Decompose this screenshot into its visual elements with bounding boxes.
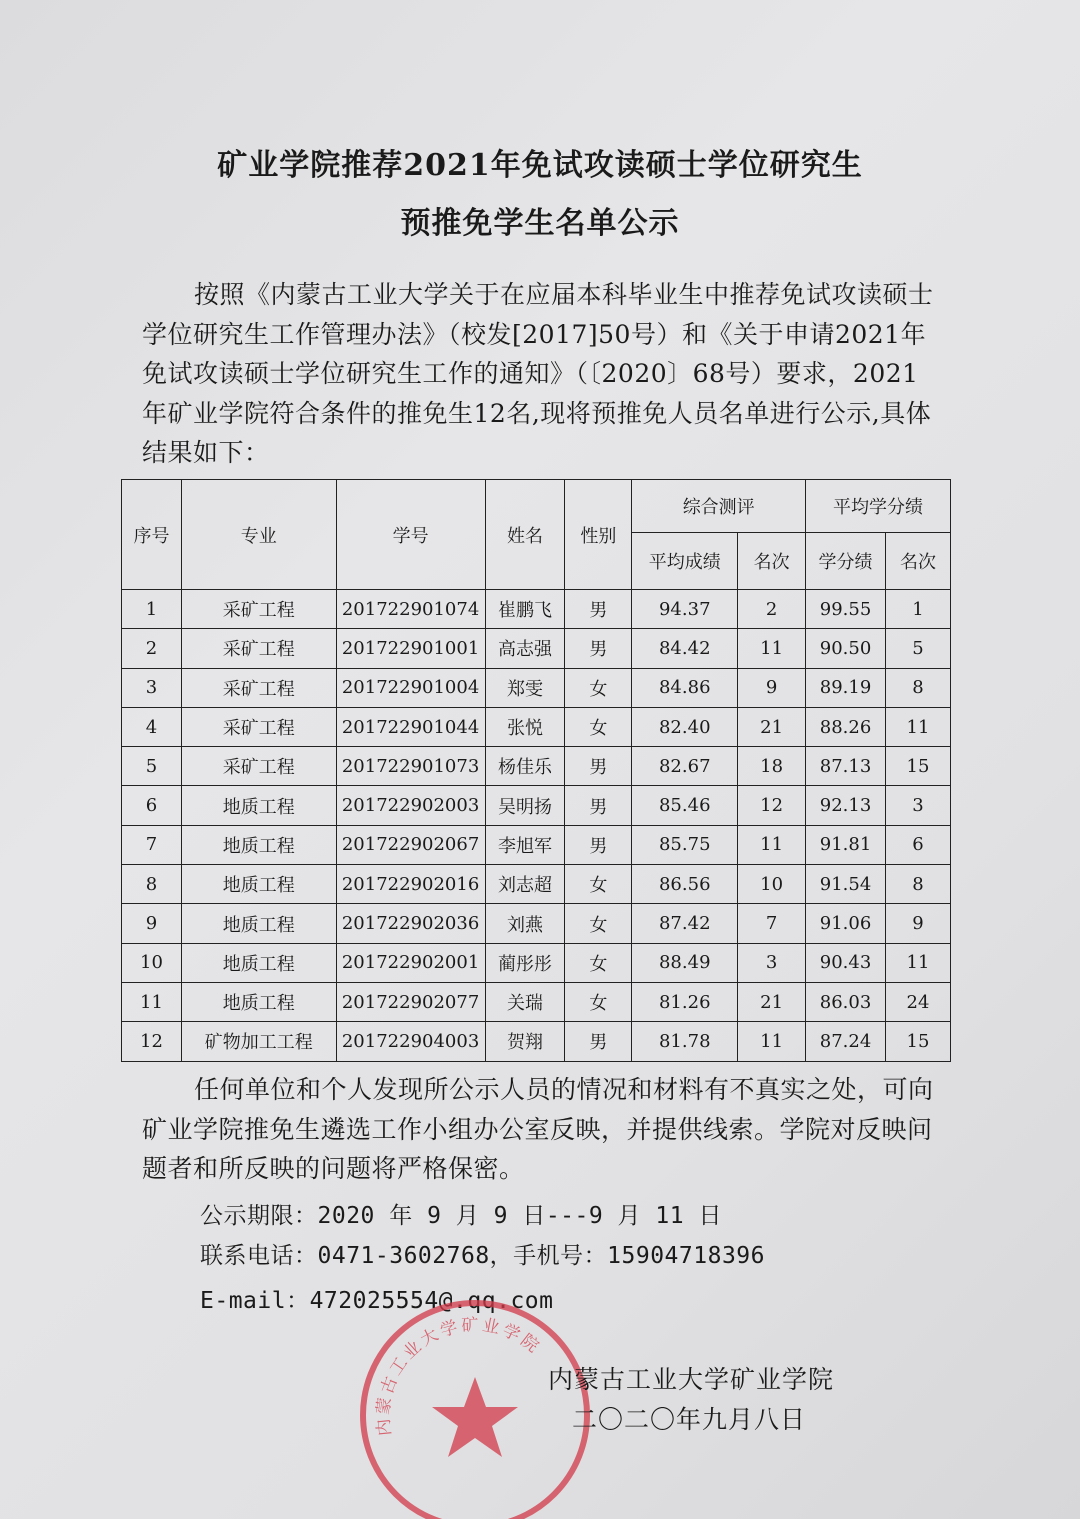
cell-seq: 1 <box>122 590 182 629</box>
header-student-id: 学号 <box>336 480 485 590</box>
cell-rank: 2 <box>738 590 806 629</box>
contact-email: E-mail：472025554@.qq.com <box>200 1288 554 1314</box>
cell-gender: 男 <box>565 1022 632 1061</box>
document-title-line1: 矿业学院推荐2021年免试攻读硕士学位研究生 <box>217 148 863 183</box>
table-row <box>122 943 951 982</box>
cell-gender: 女 <box>565 865 632 904</box>
header-gpa-group: 平均学分绩 <box>806 480 951 533</box>
cell-seq: 8 <box>122 865 182 904</box>
cell-major: 矿物加工工程 <box>181 1022 336 1061</box>
signature-organization: 内蒙古工业大学矿业学院 <box>548 1365 835 1394</box>
cell-name: 杨佳乐 <box>485 747 565 786</box>
cell-gender: 男 <box>565 629 632 668</box>
table-row <box>122 904 951 943</box>
table-row <box>122 982 951 1021</box>
cell-gpa-rank: 24 <box>886 982 951 1021</box>
cell-avg-score: 85.75 <box>632 825 738 864</box>
cell-student-id: 201722902036 <box>336 904 485 943</box>
cell-gpa: 89.19 <box>806 668 886 707</box>
cell-rank: 21 <box>738 707 806 746</box>
cell-rank: 3 <box>738 943 806 982</box>
official-seal-icon <box>355 1295 595 1519</box>
table-row <box>122 1022 951 1061</box>
intro-text: 按照《内蒙古工业大学关于在应届本科毕业生中推荐免试攻读硕士学位研究生工作管理办法》（校发[2017]50号）和《关于申请2021年免试攻读硕士学位研究生工作的通知》（〔2020〕68号）要求，2021年矿业学院符合条件的推免生12名,现将预推免人员名单进行公示,具体结果如下： <box>142 280 934 467</box>
cell-avg-score: 82.40 <box>632 707 738 746</box>
cell-seq: 9 <box>122 904 182 943</box>
cell-major: 采矿工程 <box>181 707 336 746</box>
cell-major: 地质工程 <box>181 943 336 982</box>
cell-gpa: 88.26 <box>806 707 886 746</box>
cell-gpa: 86.03 <box>806 982 886 1021</box>
results-table <box>121 479 951 1062</box>
cell-major: 地质工程 <box>181 825 336 864</box>
cell-seq: 4 <box>122 707 182 746</box>
publicity-period: 公示期限：2020 年 9 月 9 日---9 月 11 日 <box>200 1203 722 1229</box>
cell-name: 蔺彤彤 <box>485 943 565 982</box>
cell-gender: 女 <box>565 982 632 1021</box>
table-row <box>122 707 951 746</box>
cell-avg-score: 85.46 <box>632 786 738 825</box>
header-gender: 性别 <box>565 480 632 590</box>
notice-text: 任何单位和个人发现所公示人员的情况和材料有不真实之处，可向矿业学院推免生遴选工作小组办公室反映，并提供线索。学院对反映问题者和所反映的问题将严格保密。 <box>142 1075 934 1183</box>
cell-rank: 11 <box>738 629 806 668</box>
cell-student-id: 201722902003 <box>336 786 485 825</box>
notice-paragraph <box>142 1070 942 1189</box>
cell-gpa: 87.24 <box>806 1022 886 1061</box>
seal-text: 内蒙古工业大学矿业学院 <box>373 1315 545 1437</box>
cell-seq: 6 <box>122 786 182 825</box>
cell-gpa-rank: 5 <box>886 629 951 668</box>
cell-student-id: 201722901004 <box>336 668 485 707</box>
cell-rank: 10 <box>738 865 806 904</box>
cell-gpa-rank: 11 <box>886 707 951 746</box>
cell-major: 采矿工程 <box>181 590 336 629</box>
header-major: 专业 <box>181 480 336 590</box>
document-title-line2: 预推免学生名单公示 <box>400 206 680 241</box>
cell-name: 刘志超 <box>485 865 565 904</box>
cell-gpa: 92.13 <box>806 786 886 825</box>
contact-phone: 联系电话：0471-3602768，手机号：15904718396 <box>200 1243 765 1269</box>
table-row <box>122 629 951 668</box>
cell-rank: 21 <box>738 982 806 1021</box>
cell-major: 地质工程 <box>181 786 336 825</box>
cell-seq: 12 <box>122 1022 182 1061</box>
cell-major: 采矿工程 <box>181 747 336 786</box>
cell-gpa-rank: 11 <box>886 943 951 982</box>
header-composite-group: 综合测评 <box>632 480 806 533</box>
cell-student-id: 201722902067 <box>336 825 485 864</box>
header-name: 姓名 <box>485 480 565 590</box>
cell-gpa: 90.43 <box>806 943 886 982</box>
cell-name: 高志强 <box>485 629 565 668</box>
cell-student-id: 201722901073 <box>336 747 485 786</box>
cell-rank: 11 <box>738 825 806 864</box>
cell-student-id: 201722902077 <box>336 982 485 1021</box>
header-avg-score: 平均成绩 <box>632 533 738 590</box>
cell-major: 采矿工程 <box>181 668 336 707</box>
cell-gender: 男 <box>565 590 632 629</box>
header-gpa-rank: 名次 <box>886 533 951 590</box>
cell-name: 关瑞 <box>485 982 565 1021</box>
cell-gender: 男 <box>565 825 632 864</box>
cell-avg-score: 81.26 <box>632 982 738 1021</box>
cell-gender: 女 <box>565 943 632 982</box>
cell-major: 地质工程 <box>181 904 336 943</box>
cell-gender: 男 <box>565 747 632 786</box>
table-body <box>122 590 951 1062</box>
cell-avg-score: 84.42 <box>632 629 738 668</box>
cell-seq: 2 <box>122 629 182 668</box>
header-seq: 序号 <box>122 480 182 590</box>
cell-rank: 12 <box>738 786 806 825</box>
cell-name: 郑雯 <box>485 668 565 707</box>
cell-avg-score: 94.37 <box>632 590 738 629</box>
cell-avg-score: 82.67 <box>632 747 738 786</box>
cell-seq: 3 <box>122 668 182 707</box>
cell-name: 张悦 <box>485 707 565 746</box>
cell-gpa: 87.13 <box>806 747 886 786</box>
cell-gpa: 90.50 <box>806 629 886 668</box>
table-row <box>122 590 951 629</box>
cell-gender: 男 <box>565 786 632 825</box>
cell-name: 崔鹏飞 <box>485 590 565 629</box>
cell-major: 地质工程 <box>181 982 336 1021</box>
cell-name: 吴明扬 <box>485 786 565 825</box>
cell-gpa: 91.54 <box>806 865 886 904</box>
cell-gpa-rank: 8 <box>886 865 951 904</box>
cell-gpa-rank: 9 <box>886 904 951 943</box>
table-row <box>122 786 951 825</box>
cell-seq: 11 <box>122 982 182 1021</box>
cell-gpa-rank: 6 <box>886 825 951 864</box>
cell-name: 刘燕 <box>485 904 565 943</box>
table-row <box>122 668 951 707</box>
cell-rank: 11 <box>738 1022 806 1061</box>
signature-date: 二〇二〇年九月八日 <box>572 1405 807 1434</box>
cell-name: 贺翔 <box>485 1022 565 1061</box>
cell-gpa-rank: 15 <box>886 747 951 786</box>
cell-major: 采矿工程 <box>181 629 336 668</box>
cell-gpa-rank: 3 <box>886 786 951 825</box>
cell-major: 地质工程 <box>181 865 336 904</box>
cell-student-id: 201722901074 <box>336 590 485 629</box>
header-rank: 名次 <box>738 533 806 590</box>
cell-seq: 10 <box>122 943 182 982</box>
cell-student-id: 201722904003 <box>336 1022 485 1061</box>
cell-avg-score: 81.78 <box>632 1022 738 1061</box>
cell-gender: 女 <box>565 904 632 943</box>
cell-student-id: 201722902001 <box>336 943 485 982</box>
table-row <box>122 865 951 904</box>
cell-student-id: 201722902016 <box>336 865 485 904</box>
cell-gender: 女 <box>565 668 632 707</box>
cell-gpa-rank: 1 <box>886 590 951 629</box>
cell-seq: 7 <box>122 825 182 864</box>
cell-student-id: 201722901044 <box>336 707 485 746</box>
cell-gpa-rank: 8 <box>886 668 951 707</box>
cell-gpa: 99.55 <box>806 590 886 629</box>
cell-rank: 18 <box>738 747 806 786</box>
cell-gender: 女 <box>565 707 632 746</box>
header-gpa: 学分绩 <box>806 533 886 590</box>
cell-gpa: 91.81 <box>806 825 886 864</box>
cell-rank: 9 <box>738 668 806 707</box>
cell-rank: 7 <box>738 904 806 943</box>
cell-name: 李旭军 <box>485 825 565 864</box>
cell-avg-score: 88.49 <box>632 943 738 982</box>
cell-avg-score: 84.86 <box>632 668 738 707</box>
intro-paragraph <box>142 275 942 473</box>
cell-student-id: 201722901001 <box>336 629 485 668</box>
cell-avg-score: 86.56 <box>632 865 738 904</box>
cell-gpa: 91.06 <box>806 904 886 943</box>
cell-avg-score: 87.42 <box>632 904 738 943</box>
cell-gpa-rank: 15 <box>886 1022 951 1061</box>
cell-seq: 5 <box>122 747 182 786</box>
table-row <box>122 825 951 864</box>
table-row <box>122 747 951 786</box>
